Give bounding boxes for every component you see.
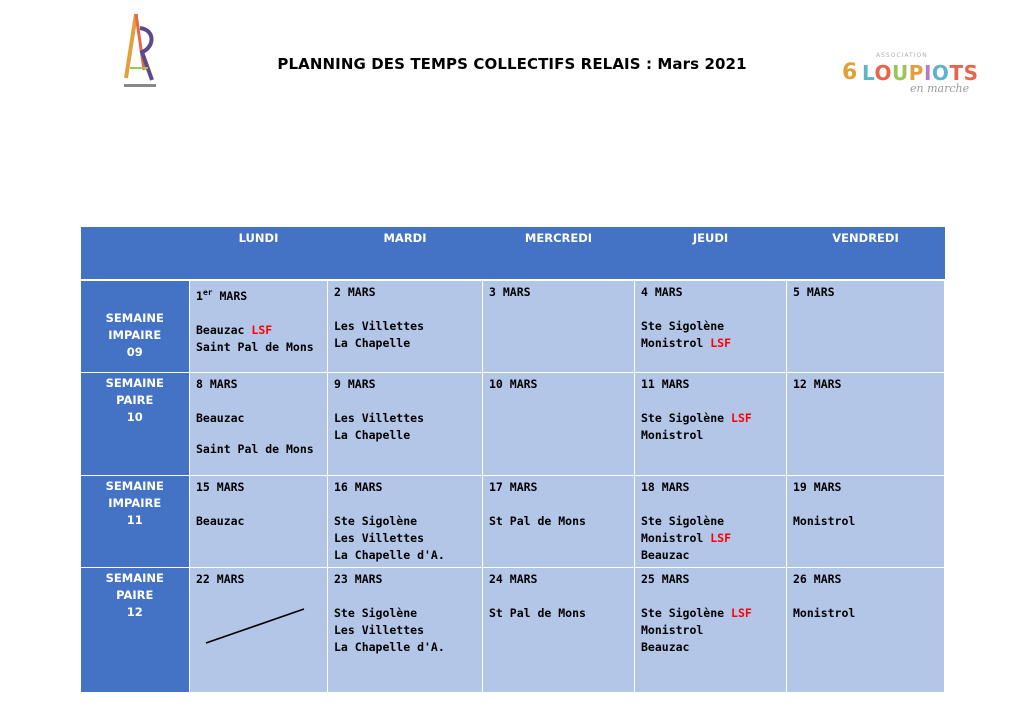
location: Saint Pal de Mons	[196, 442, 314, 456]
location: Les Villettes	[334, 623, 425, 637]
week-row	[81, 476, 945, 568]
day-date: 25 MARS	[641, 572, 690, 586]
day-date: 4 MARS	[641, 285, 683, 299]
day-date: 11 MARS	[641, 377, 690, 391]
location: Ste Sigolène	[641, 319, 725, 333]
location: Ste Sigolène LSF	[641, 411, 752, 425]
day-date: 24 MARS	[489, 572, 538, 586]
location: Ste Sigolène	[334, 606, 418, 620]
day-cell	[787, 373, 945, 476]
location: Monistrol	[641, 623, 704, 637]
day-cell	[328, 568, 483, 693]
day-cell	[635, 373, 787, 476]
week-row	[81, 568, 945, 693]
location: Monistrol LSF	[641, 336, 732, 350]
location: Ste Sigolène	[334, 514, 418, 528]
lsf-badge: LSF	[710, 531, 732, 545]
day-cell	[787, 280, 945, 373]
lsf-badge: LSF	[731, 606, 752, 620]
day-date: 12 MARS	[793, 377, 842, 391]
day-date: 18 MARS	[641, 480, 690, 494]
location: Ste Sigolène LSF	[641, 606, 752, 620]
day-date: 1er MARS	[196, 288, 248, 303]
location: St Pal de Mons	[489, 514, 586, 528]
planning-table	[80, 226, 945, 693]
week-label: SEMAINE IMPAIRE 09	[81, 280, 190, 373]
day-date: 23 MARS	[334, 572, 383, 586]
logo-word: LOUPIOTS	[862, 61, 979, 85]
location: Monistrol	[641, 428, 704, 442]
relais-logo	[116, 8, 166, 96]
day-cell	[190, 476, 328, 568]
location: Les Villettes	[334, 531, 425, 545]
lsf-badge: LSF	[710, 336, 732, 350]
page-title: PLANNING DES TEMPS COLLECTIFS RELAIS : Mars 2021	[277, 55, 747, 74]
location: La Chapelle	[334, 428, 411, 442]
location: Beauzac	[641, 548, 690, 562]
day-cell	[635, 280, 787, 373]
day-date: 26 MARS	[793, 572, 842, 586]
day-date: 15 MARS	[196, 480, 245, 494]
location: Beauzac	[196, 411, 245, 425]
header-day-jeudi: JEUDI	[635, 227, 787, 281]
lsf-badge: LSF	[251, 322, 273, 337]
week-label: SEMAINE PAIRE 12	[81, 568, 190, 693]
location: Beauzac	[641, 640, 690, 654]
day-cell	[190, 373, 328, 476]
location: Monistrol	[793, 514, 856, 528]
day-date: 10 MARS	[489, 377, 538, 391]
day-cell	[787, 568, 945, 693]
day-cell	[483, 476, 635, 568]
header-day-mercredi: MERCREDI	[483, 227, 635, 281]
location: Les Villettes	[334, 319, 425, 333]
day-cell	[483, 568, 635, 693]
day-date: 9 MARS	[334, 377, 376, 391]
location: La Chapelle d'A.	[334, 640, 445, 654]
day-date: 3 MARS	[489, 285, 531, 299]
location: Saint Pal de Mons	[196, 339, 314, 354]
header-day-vendredi: VENDREDI	[787, 227, 945, 281]
location: Les Villettes	[334, 411, 425, 425]
day-cell	[190, 568, 328, 693]
day-cell	[483, 280, 635, 373]
day-date: 17 MARS	[489, 480, 538, 494]
location: Beauzac LSF	[196, 322, 273, 337]
header-corner	[81, 227, 190, 281]
lsf-badge: LSF	[731, 411, 752, 425]
day-cell	[635, 476, 787, 568]
header-row	[81, 227, 945, 281]
location: St Pal de Mons	[489, 606, 586, 620]
day-date: 22 MARS	[196, 572, 245, 586]
logo-subtitle: en marche	[910, 82, 970, 95]
day-cell	[483, 373, 635, 476]
day-date: 19 MARS	[793, 480, 842, 494]
logo-assoc-text: ASSOCIATION	[876, 52, 928, 59]
day-cell	[787, 476, 945, 568]
logo-six: 6	[842, 60, 858, 85]
loupiots-logo	[838, 52, 978, 102]
day-cell	[328, 476, 483, 568]
day-cell	[190, 280, 328, 373]
day-cell	[328, 373, 483, 476]
no-session-strike	[196, 605, 316, 649]
week-label: SEMAINE IMPAIRE 11	[81, 476, 190, 568]
day-date: 8 MARS	[196, 377, 238, 391]
header-day-mardi: MARDI	[328, 227, 483, 281]
day-cell	[635, 568, 787, 693]
week-row	[81, 373, 945, 476]
week-row	[81, 280, 945, 373]
day-date: 5 MARS	[793, 285, 835, 299]
location: La Chapelle	[334, 336, 411, 350]
day-date: 2 MARS	[334, 285, 376, 299]
week-label: SEMAINE PAIRE 10	[81, 373, 190, 476]
day-cell	[328, 280, 483, 373]
header-day-lundi: LUNDI	[190, 227, 328, 281]
location: Monistrol LSF	[641, 531, 732, 545]
location: La Chapelle d'A.	[334, 548, 445, 562]
location: Monistrol	[793, 606, 856, 620]
location: Beauzac	[196, 514, 245, 528]
day-date: 16 MARS	[334, 480, 383, 494]
location: Ste Sigolène	[641, 514, 725, 528]
